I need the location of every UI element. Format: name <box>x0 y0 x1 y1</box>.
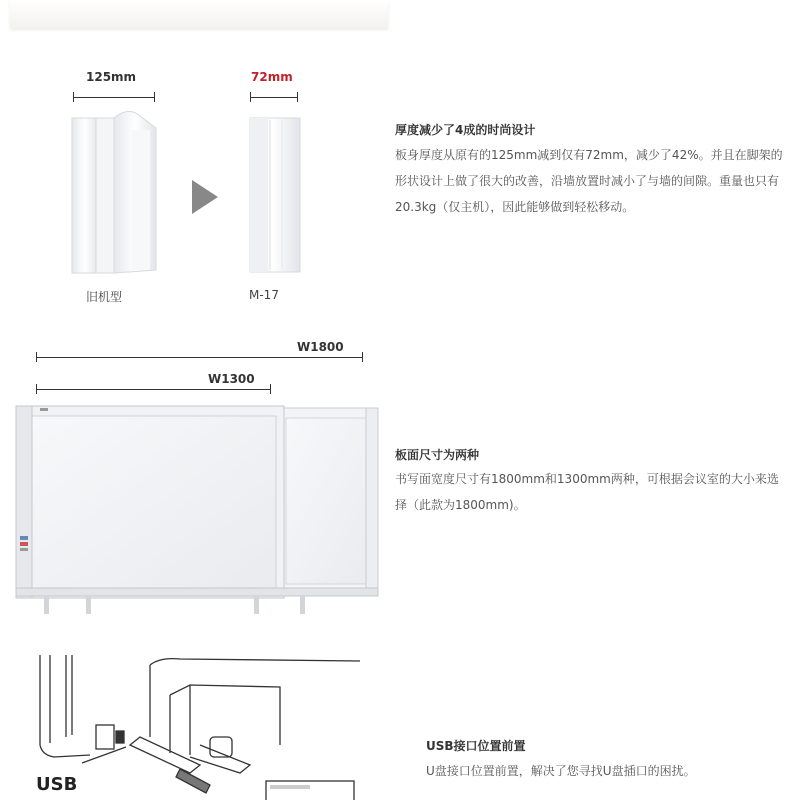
new-width-label: 72mm <box>251 70 293 84</box>
whiteboard-image <box>14 404 380 616</box>
width-1300-label: W1300 <box>208 372 255 386</box>
play-arrow-icon <box>192 180 220 214</box>
section-title: USB接口位置前置 <box>426 739 526 753</box>
section-body: 书写面宽度尺寸有1800mm和1300mm两种，可根据会议室的大小来选择（此款为1800mm)。 <box>395 472 779 512</box>
width-1300-dimension-line <box>36 389 271 390</box>
width-1800-dimension-line <box>36 357 363 358</box>
section-title: 厚度减少了4成的时尚设计 <box>395 123 536 137</box>
old-width-dimension-line <box>73 97 155 98</box>
section-body: 板身厚度从原有的125mm减到仅有72mm，减少了42%。并且在脚架的形状设计上做了很大的改善，沿墙放置时减小了与墙的间隙。重量也只有20.3kg（仅主机），因此能够做到轻松移动。 <box>395 148 783 214</box>
usb-label: USB <box>36 774 78 795</box>
top-banner-strip <box>10 0 388 28</box>
new-model-profile-image <box>248 112 302 274</box>
new-width-dimension-line <box>250 97 298 98</box>
old-model-profile-image <box>70 110 160 275</box>
section-title: 板面尺寸为两种 <box>395 448 480 462</box>
usb-port-illustration <box>30 655 380 800</box>
old-model-caption: 旧机型 <box>86 290 123 304</box>
old-width-label: 125mm <box>86 70 137 84</box>
width-1800-label: W1800 <box>297 340 344 354</box>
section-body: U盘接口位置前置，解决了您寻找U盘插口的困扰。 <box>426 764 696 778</box>
new-model-caption: M-17 <box>249 288 279 302</box>
